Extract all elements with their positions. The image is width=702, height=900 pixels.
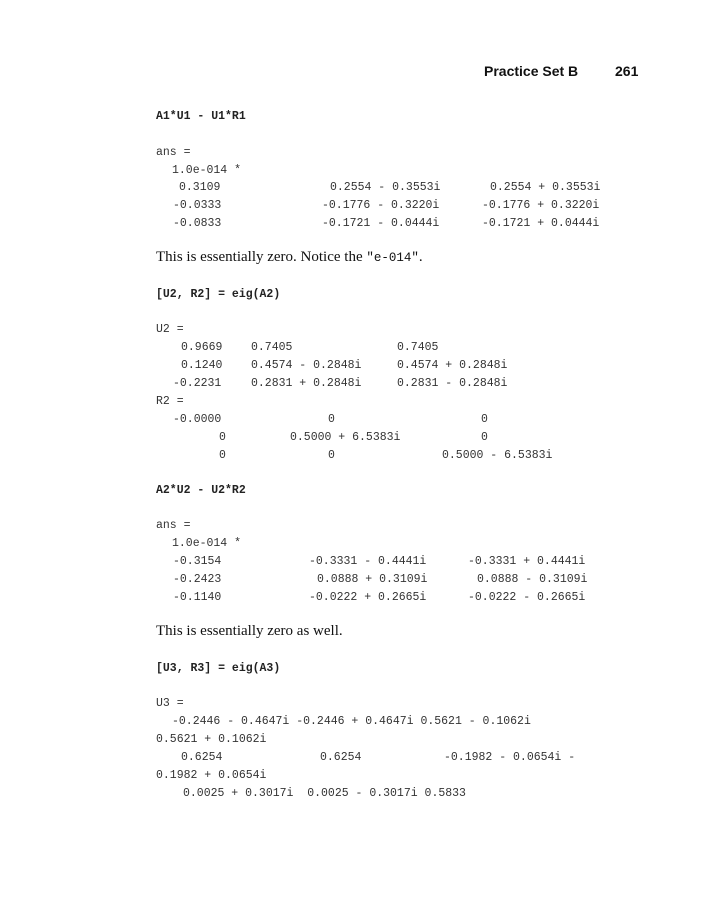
inline-code: "e-014": [366, 251, 419, 265]
ans-label: ans =: [156, 519, 191, 532]
output-line: 0.6254: [320, 751, 362, 764]
output-line: -0.1982 - 0.0654i -: [444, 751, 576, 764]
scale-factor: 1.0e-014 *: [172, 537, 242, 550]
output-line: -0.2446 - 0.4647i -0.2446 + 0.4647i 0.5621 - 0.1062i: [172, 715, 531, 728]
command-a2: A2*U2 - U2*R2: [156, 484, 246, 497]
paragraph: This is essentially zero. Notice the "e-014".: [156, 249, 423, 265]
matrix-cell: -0.3331 - 0.4441i: [309, 555, 427, 568]
matrix-cell: -0.1721 - 0.0444i: [322, 217, 440, 230]
matrix-cell: 0.2831 + 0.2848i: [251, 377, 362, 390]
matrix-cell: -0.0333: [173, 199, 222, 212]
matrix-cell: -0.2231: [173, 377, 222, 390]
command-eig-a2: [U2, R2] = eig(A2): [156, 288, 281, 301]
matrix-cell: 0.4574 + 0.2848i: [397, 359, 508, 372]
matrix-cell: 0: [219, 449, 226, 462]
output-line: 0.5621 + 0.1062i: [156, 733, 267, 746]
matrix-cell: 0.0888 - 0.3109i: [477, 573, 588, 586]
output-line: 0.1982 + 0.0654i: [156, 769, 267, 782]
matrix-cell: -0.1140: [173, 591, 222, 604]
paragraph: This is essentially zero as well.: [156, 623, 343, 639]
matrix-cell: 0: [328, 449, 335, 462]
matrix-cell: 0.7405: [251, 341, 293, 354]
matrix-cell: -0.1776 - 0.3220i: [322, 199, 440, 212]
matrix-cell: -0.1776 + 0.3220i: [482, 199, 600, 212]
matrix-cell: -0.0222 + 0.2665i: [309, 591, 427, 604]
matrix-cell: 0.3109: [179, 181, 221, 194]
matrix-cell: -0.3154: [173, 555, 222, 568]
matrix-cell: 0.9669: [181, 341, 223, 354]
matrix-cell: 0.4574 - 0.2848i: [251, 359, 362, 372]
matrix-cell: -0.2423: [173, 573, 222, 586]
u3-label: U3 =: [156, 697, 184, 710]
command-a1: A1*U1 - U1*R1: [156, 110, 246, 123]
matrix-cell: 0: [328, 413, 335, 426]
matrix-cell: 0: [219, 431, 226, 444]
ans-label: ans =: [156, 146, 191, 159]
page-number: 261: [615, 63, 639, 79]
matrix-cell: -0.1721 + 0.0444i: [482, 217, 600, 230]
r2-label: R2 =: [156, 395, 184, 408]
matrix-cell: -0.0000: [173, 413, 222, 426]
matrix-cell: 0.5000 - 6.5383i: [442, 449, 553, 462]
matrix-cell: 0.2554 - 0.3553i: [330, 181, 441, 194]
matrix-cell: 0: [481, 431, 488, 444]
running-title: Practice Set B: [484, 63, 579, 79]
matrix-cell: -0.3331 + 0.4441i: [468, 555, 586, 568]
matrix-cell: -0.0833: [173, 217, 222, 230]
matrix-cell: 0.2554 + 0.3553i: [490, 181, 601, 194]
matrix-cell: 0.2831 - 0.2848i: [397, 377, 508, 390]
matrix-cell: 0.0888 + 0.3109i: [317, 573, 428, 586]
command-eig-a3: [U3, R3] = eig(A3): [156, 662, 281, 675]
matrix-cell: 0: [481, 413, 488, 426]
matrix-cell: 0.7405: [397, 341, 439, 354]
scale-factor: 1.0e-014 *: [172, 164, 242, 177]
u2-label: U2 =: [156, 323, 184, 336]
matrix-cell: 0.5000 + 6.5383i: [290, 431, 401, 444]
output-line: 0.6254: [181, 751, 223, 764]
output-line: 0.0025 + 0.3017i 0.0025 - 0.3017i 0.5833: [183, 787, 466, 800]
matrix-cell: -0.0222 - 0.2665i: [468, 591, 586, 604]
matrix-cell: 0.1240: [181, 359, 223, 372]
